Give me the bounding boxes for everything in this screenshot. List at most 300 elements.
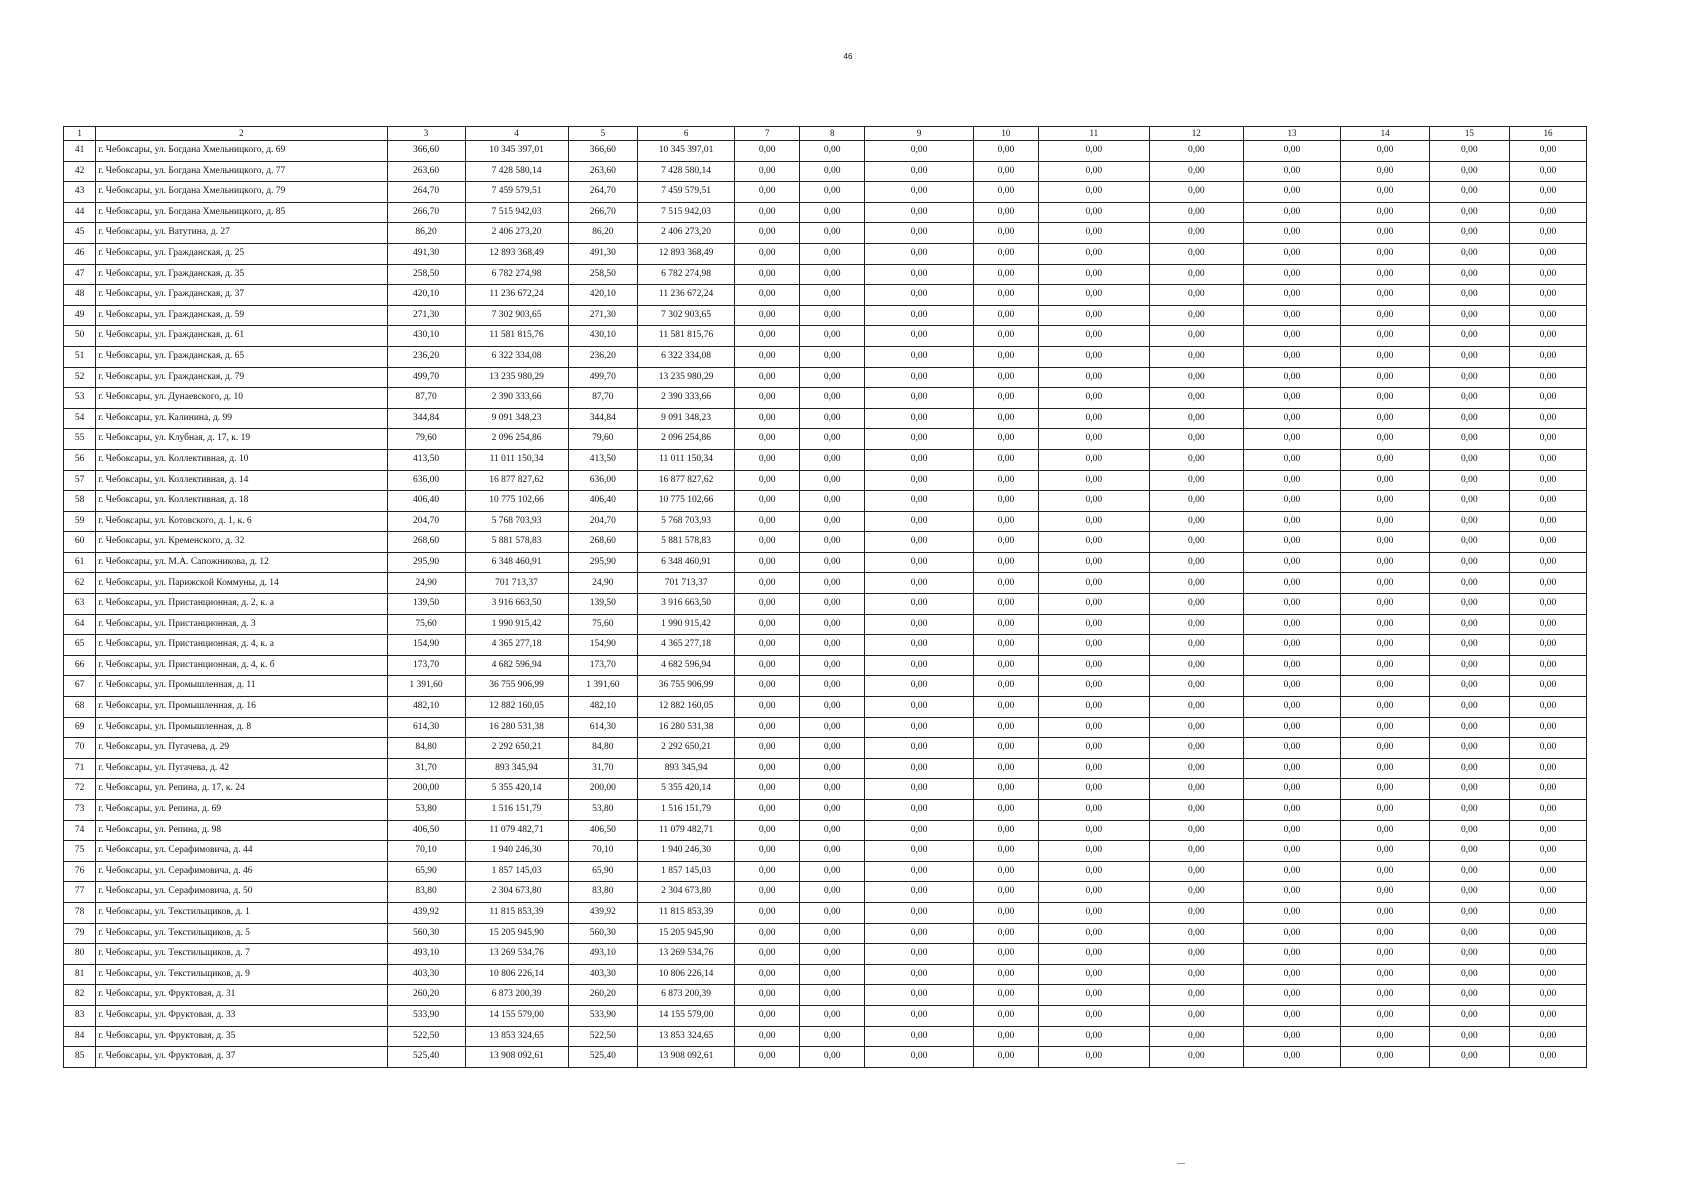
cost-cell: 4 682 596,94 xyxy=(638,655,735,676)
area-cell: 79,60 xyxy=(568,429,638,450)
zero-value-cell: 0,00 xyxy=(974,285,1038,306)
area-cell: 420,10 xyxy=(568,285,638,306)
zero-value-cell: 0,00 xyxy=(864,676,973,697)
row-number-cell: 70 xyxy=(64,738,96,759)
zero-value-cell: 0,00 xyxy=(864,470,973,491)
area-cell: 525,40 xyxy=(568,1047,638,1068)
zero-value-cell: 0,00 xyxy=(1149,985,1243,1006)
row-number-cell: 82 xyxy=(64,985,96,1006)
zero-value-cell: 0,00 xyxy=(864,964,973,985)
zero-value-cell: 0,00 xyxy=(1341,1026,1429,1047)
zero-value-cell: 0,00 xyxy=(1149,779,1243,800)
zero-value-cell: 0,00 xyxy=(864,408,973,429)
zero-value-cell: 0,00 xyxy=(1429,944,1509,965)
zero-value-cell: 0,00 xyxy=(734,346,800,367)
zero-value-cell: 0,00 xyxy=(974,511,1038,532)
zero-value-cell: 0,00 xyxy=(1341,449,1429,470)
zero-value-cell: 0,00 xyxy=(1243,346,1341,367)
zero-value-cell: 0,00 xyxy=(800,532,864,553)
zero-value-cell: 0,00 xyxy=(734,985,800,1006)
row-number-cell: 84 xyxy=(64,1026,96,1047)
zero-value-cell: 0,00 xyxy=(734,552,800,573)
zero-value-cell: 0,00 xyxy=(864,285,973,306)
table-row xyxy=(64,449,1587,470)
cost-cell: 13 908 092,61 xyxy=(638,1047,735,1068)
cost-cell: 7 302 903,65 xyxy=(465,305,568,326)
cost-cell: 13 269 534,76 xyxy=(638,944,735,965)
column-header: 12 xyxy=(1149,127,1243,141)
zero-value-cell: 0,00 xyxy=(800,779,864,800)
zero-value-cell: 0,00 xyxy=(800,902,864,923)
cost-cell: 1 857 145,03 xyxy=(638,861,735,882)
zero-value-cell: 0,00 xyxy=(1149,841,1243,862)
cost-cell: 4 365 277,18 xyxy=(465,635,568,656)
zero-value-cell: 0,00 xyxy=(734,676,800,697)
zero-value-cell: 0,00 xyxy=(1429,408,1509,429)
address-cell: г. Чебоксары, ул. Фруктовая, д. 35 xyxy=(96,1026,387,1047)
area-cell: 87,70 xyxy=(387,388,465,409)
cost-cell: 13 269 534,76 xyxy=(465,944,568,965)
address-cell: г. Чебоксары, ул. Гражданская, д. 61 xyxy=(96,326,387,347)
zero-value-cell: 0,00 xyxy=(1341,964,1429,985)
address-cell: г. Чебоксары, ул. Ватутина, д. 27 xyxy=(96,223,387,244)
column-header: 6 xyxy=(638,127,735,141)
table-row xyxy=(64,655,1587,676)
table-row xyxy=(64,141,1587,162)
area-cell: 65,90 xyxy=(387,861,465,882)
zero-value-cell: 0,00 xyxy=(1429,738,1509,759)
zero-value-cell: 0,00 xyxy=(1243,738,1341,759)
zero-value-cell: 0,00 xyxy=(800,923,864,944)
zero-value-cell: 0,00 xyxy=(1509,800,1586,821)
zero-value-cell: 0,00 xyxy=(1341,923,1429,944)
zero-value-cell: 0,00 xyxy=(864,243,973,264)
zero-value-cell: 0,00 xyxy=(1429,594,1509,615)
cost-cell: 11 236 672,24 xyxy=(638,285,735,306)
cost-cell: 14 155 579,00 xyxy=(465,1005,568,1026)
zero-value-cell: 0,00 xyxy=(974,346,1038,367)
area-cell: 86,20 xyxy=(387,223,465,244)
zero-value-cell: 0,00 xyxy=(1509,326,1586,347)
address-cell: г. Чебоксары, ул. Пугачева, д. 42 xyxy=(96,758,387,779)
zero-value-cell: 0,00 xyxy=(1243,141,1341,162)
address-cell: г. Чебоксары, ул. Пугачева, д. 29 xyxy=(96,738,387,759)
table-row xyxy=(64,470,1587,491)
zero-value-cell: 0,00 xyxy=(1341,161,1429,182)
zero-value-cell: 0,00 xyxy=(734,944,800,965)
zero-value-cell: 0,00 xyxy=(1341,758,1429,779)
zero-value-cell: 0,00 xyxy=(1429,511,1509,532)
zero-value-cell: 0,00 xyxy=(800,141,864,162)
zero-value-cell: 0,00 xyxy=(1429,1047,1509,1068)
zero-value-cell: 0,00 xyxy=(1243,264,1341,285)
zero-value-cell: 0,00 xyxy=(1149,861,1243,882)
area-cell: 154,90 xyxy=(387,635,465,656)
zero-value-cell: 0,00 xyxy=(1509,470,1586,491)
table-row xyxy=(64,264,1587,285)
zero-value-cell: 0,00 xyxy=(1243,985,1341,1006)
zero-value-cell: 0,00 xyxy=(864,841,973,862)
zero-value-cell: 0,00 xyxy=(974,161,1038,182)
zero-value-cell: 0,00 xyxy=(1243,800,1341,821)
zero-value-cell: 0,00 xyxy=(1429,470,1509,491)
zero-value-cell: 0,00 xyxy=(974,1047,1038,1068)
zero-value-cell: 0,00 xyxy=(1341,1005,1429,1026)
zero-value-cell: 0,00 xyxy=(800,676,864,697)
zero-value-cell: 0,00 xyxy=(864,429,973,450)
zero-value-cell: 0,00 xyxy=(1038,758,1149,779)
area-cell: 430,10 xyxy=(387,326,465,347)
cost-cell: 7 302 903,65 xyxy=(638,305,735,326)
zero-value-cell: 0,00 xyxy=(1341,532,1429,553)
table-row xyxy=(64,614,1587,635)
table-row xyxy=(64,346,1587,367)
address-cell: г. Чебоксары, ул. М.А. Сапожникова, д. 12 xyxy=(96,552,387,573)
cost-cell: 11 011 150,34 xyxy=(638,449,735,470)
zero-value-cell: 0,00 xyxy=(1149,717,1243,738)
table-row xyxy=(64,676,1587,697)
cost-cell: 7 515 942,03 xyxy=(638,202,735,223)
zero-value-cell: 0,00 xyxy=(974,779,1038,800)
zero-value-cell: 0,00 xyxy=(734,1026,800,1047)
address-cell: г. Чебоксары, ул. Пристанционная, д. 4, к. б xyxy=(96,655,387,676)
zero-value-cell: 0,00 xyxy=(1509,182,1586,203)
cost-cell: 5 881 578,83 xyxy=(638,532,735,553)
zero-value-cell: 0,00 xyxy=(1429,223,1509,244)
table-row xyxy=(64,717,1587,738)
zero-value-cell: 0,00 xyxy=(974,758,1038,779)
area-cell: 344,84 xyxy=(387,408,465,429)
zero-value-cell: 0,00 xyxy=(734,223,800,244)
zero-value-cell: 0,00 xyxy=(1429,161,1509,182)
zero-value-cell: 0,00 xyxy=(800,697,864,718)
cost-cell: 2 096 254,86 xyxy=(638,429,735,450)
cost-cell: 701 713,37 xyxy=(638,573,735,594)
zero-value-cell: 0,00 xyxy=(734,532,800,553)
zero-value-cell: 0,00 xyxy=(974,964,1038,985)
zero-value-cell: 0,00 xyxy=(1149,552,1243,573)
cost-cell: 6 782 274,98 xyxy=(465,264,568,285)
zero-value-cell: 0,00 xyxy=(734,882,800,903)
zero-value-cell: 0,00 xyxy=(1243,429,1341,450)
zero-value-cell: 0,00 xyxy=(864,491,973,512)
zero-value-cell: 0,00 xyxy=(974,697,1038,718)
table-row xyxy=(64,429,1587,450)
zero-value-cell: 0,00 xyxy=(974,985,1038,1006)
table-row xyxy=(64,326,1587,347)
zero-value-cell: 0,00 xyxy=(1509,779,1586,800)
zero-value-cell: 0,00 xyxy=(974,573,1038,594)
address-cell: г. Чебоксары, ул. Текстильщиков, д. 7 xyxy=(96,944,387,965)
column-header: 9 xyxy=(864,127,973,141)
zero-value-cell: 0,00 xyxy=(864,223,973,244)
zero-value-cell: 0,00 xyxy=(1509,243,1586,264)
zero-value-cell: 0,00 xyxy=(734,964,800,985)
zero-value-cell: 0,00 xyxy=(1149,964,1243,985)
zero-value-cell: 0,00 xyxy=(1341,182,1429,203)
zero-value-cell: 0,00 xyxy=(800,985,864,1006)
zero-value-cell: 0,00 xyxy=(1243,388,1341,409)
zero-value-cell: 0,00 xyxy=(800,1026,864,1047)
area-cell: 522,50 xyxy=(568,1026,638,1047)
zero-value-cell: 0,00 xyxy=(734,243,800,264)
zero-value-cell: 0,00 xyxy=(800,511,864,532)
cost-cell: 3 916 663,50 xyxy=(638,594,735,615)
zero-value-cell: 0,00 xyxy=(1038,779,1149,800)
cost-cell: 1 516 151,79 xyxy=(465,800,568,821)
zero-value-cell: 0,00 xyxy=(800,305,864,326)
zero-value-cell: 0,00 xyxy=(800,388,864,409)
cost-cell: 893 345,94 xyxy=(465,758,568,779)
table-row xyxy=(64,202,1587,223)
area-cell: 200,00 xyxy=(568,779,638,800)
row-number-cell: 78 xyxy=(64,902,96,923)
address-cell: г. Чебоксары, ул. Кременского, д. 32 xyxy=(96,532,387,553)
table-row xyxy=(64,285,1587,306)
zero-value-cell: 0,00 xyxy=(1509,758,1586,779)
page-mark xyxy=(1177,1163,1185,1164)
zero-value-cell: 0,00 xyxy=(1429,429,1509,450)
zero-value-cell: 0,00 xyxy=(800,429,864,450)
zero-value-cell: 0,00 xyxy=(1341,552,1429,573)
area-cell: 295,90 xyxy=(568,552,638,573)
zero-value-cell: 0,00 xyxy=(800,367,864,388)
area-cell: 200,00 xyxy=(387,779,465,800)
row-number-cell: 76 xyxy=(64,861,96,882)
zero-value-cell: 0,00 xyxy=(1149,243,1243,264)
area-cell: 406,40 xyxy=(568,491,638,512)
zero-value-cell: 0,00 xyxy=(1149,202,1243,223)
zero-value-cell: 0,00 xyxy=(1149,182,1243,203)
zero-value-cell: 0,00 xyxy=(1429,491,1509,512)
cost-cell: 11 815 853,39 xyxy=(465,902,568,923)
zero-value-cell: 0,00 xyxy=(1429,1005,1509,1026)
row-number-cell: 75 xyxy=(64,841,96,862)
zero-value-cell: 0,00 xyxy=(734,449,800,470)
zero-value-cell: 0,00 xyxy=(1341,408,1429,429)
zero-value-cell: 0,00 xyxy=(1429,800,1509,821)
zero-value-cell: 0,00 xyxy=(1429,326,1509,347)
zero-value-cell: 0,00 xyxy=(864,182,973,203)
zero-value-cell: 0,00 xyxy=(734,841,800,862)
zero-value-cell: 0,00 xyxy=(864,449,973,470)
zero-value-cell: 0,00 xyxy=(1038,346,1149,367)
zero-value-cell: 0,00 xyxy=(1038,820,1149,841)
zero-value-cell: 0,00 xyxy=(1341,264,1429,285)
address-cell: г. Чебоксары, ул. Пристанционная, д. 4, к. а xyxy=(96,635,387,656)
cost-cell: 9 091 348,23 xyxy=(638,408,735,429)
zero-value-cell: 0,00 xyxy=(1149,408,1243,429)
zero-value-cell: 0,00 xyxy=(1243,964,1341,985)
zero-value-cell: 0,00 xyxy=(800,161,864,182)
area-cell: 493,10 xyxy=(568,944,638,965)
zero-value-cell: 0,00 xyxy=(1243,882,1341,903)
area-cell: 70,10 xyxy=(568,841,638,862)
zero-value-cell: 0,00 xyxy=(1509,161,1586,182)
zero-value-cell: 0,00 xyxy=(974,367,1038,388)
column-header: 5 xyxy=(568,127,638,141)
zero-value-cell: 0,00 xyxy=(864,388,973,409)
zero-value-cell: 0,00 xyxy=(1509,573,1586,594)
zero-value-cell: 0,00 xyxy=(1038,594,1149,615)
area-cell: 406,50 xyxy=(568,820,638,841)
cost-cell: 16 280 531,38 xyxy=(638,717,735,738)
zero-value-cell: 0,00 xyxy=(1341,717,1429,738)
zero-value-cell: 0,00 xyxy=(1429,449,1509,470)
zero-value-cell: 0,00 xyxy=(974,882,1038,903)
area-cell: 403,30 xyxy=(387,964,465,985)
address-cell: г. Чебоксары, ул. Серафимовича, д. 44 xyxy=(96,841,387,862)
zero-value-cell: 0,00 xyxy=(734,717,800,738)
zero-value-cell: 0,00 xyxy=(974,388,1038,409)
zero-value-cell: 0,00 xyxy=(1341,779,1429,800)
zero-value-cell: 0,00 xyxy=(1243,511,1341,532)
zero-value-cell: 0,00 xyxy=(1149,676,1243,697)
zero-value-cell: 0,00 xyxy=(864,985,973,1006)
row-number-cell: 51 xyxy=(64,346,96,367)
zero-value-cell: 0,00 xyxy=(734,800,800,821)
zero-value-cell: 0,00 xyxy=(1038,614,1149,635)
area-cell: 83,80 xyxy=(568,882,638,903)
area-cell: 24,90 xyxy=(568,573,638,594)
address-cell: г. Чебоксары, ул. Текстильщиков, д. 1 xyxy=(96,902,387,923)
address-cell: г. Чебоксары, ул. Гражданская, д. 35 xyxy=(96,264,387,285)
column-header: 13 xyxy=(1243,127,1341,141)
address-cell: г. Чебоксары, ул. Пристанционная, д. 3 xyxy=(96,614,387,635)
zero-value-cell: 0,00 xyxy=(974,841,1038,862)
area-cell: 65,90 xyxy=(568,861,638,882)
cost-cell: 701 713,37 xyxy=(465,573,568,594)
zero-value-cell: 0,00 xyxy=(864,923,973,944)
cost-cell: 11 079 482,71 xyxy=(638,820,735,841)
address-cell: г. Чебоксары, ул. Фруктовая, д. 31 xyxy=(96,985,387,1006)
zero-value-cell: 0,00 xyxy=(1038,367,1149,388)
cost-cell: 6 873 200,39 xyxy=(638,985,735,1006)
area-cell: 406,50 xyxy=(387,820,465,841)
zero-value-cell: 0,00 xyxy=(1038,532,1149,553)
zero-value-cell: 0,00 xyxy=(864,800,973,821)
zero-value-cell: 0,00 xyxy=(1038,655,1149,676)
zero-value-cell: 0,00 xyxy=(1341,141,1429,162)
row-number-cell: 46 xyxy=(64,243,96,264)
address-cell: г. Чебоксары, ул. Промышленная, д. 16 xyxy=(96,697,387,718)
cost-cell: 2 292 650,21 xyxy=(465,738,568,759)
cost-cell: 11 581 815,76 xyxy=(465,326,568,347)
zero-value-cell: 0,00 xyxy=(1341,841,1429,862)
zero-value-cell: 0,00 xyxy=(1038,964,1149,985)
zero-value-cell: 0,00 xyxy=(974,408,1038,429)
area-cell: 403,30 xyxy=(568,964,638,985)
zero-value-cell: 0,00 xyxy=(734,264,800,285)
zero-value-cell: 0,00 xyxy=(734,635,800,656)
area-cell: 366,60 xyxy=(387,141,465,162)
zero-value-cell: 0,00 xyxy=(800,1047,864,1068)
zero-value-cell: 0,00 xyxy=(1038,1047,1149,1068)
zero-value-cell: 0,00 xyxy=(1341,800,1429,821)
row-number-cell: 54 xyxy=(64,408,96,429)
area-cell: 614,30 xyxy=(387,717,465,738)
area-cell: 491,30 xyxy=(387,243,465,264)
zero-value-cell: 0,00 xyxy=(1341,676,1429,697)
zero-value-cell: 0,00 xyxy=(1509,346,1586,367)
zero-value-cell: 0,00 xyxy=(1038,285,1149,306)
cost-cell: 5 355 420,14 xyxy=(638,779,735,800)
zero-value-cell: 0,00 xyxy=(864,264,973,285)
zero-value-cell: 0,00 xyxy=(734,285,800,306)
zero-value-cell: 0,00 xyxy=(1149,635,1243,656)
address-cell: г. Чебоксары, ул. Коллективная, д. 18 xyxy=(96,491,387,512)
area-cell: 439,92 xyxy=(387,902,465,923)
area-cell: 264,70 xyxy=(568,182,638,203)
zero-value-cell: 0,00 xyxy=(800,491,864,512)
cost-cell: 9 091 348,23 xyxy=(465,408,568,429)
cost-cell: 11 011 150,34 xyxy=(465,449,568,470)
area-cell: 420,10 xyxy=(387,285,465,306)
zero-value-cell: 0,00 xyxy=(1149,161,1243,182)
row-number-cell: 69 xyxy=(64,717,96,738)
zero-value-cell: 0,00 xyxy=(974,635,1038,656)
zero-value-cell: 0,00 xyxy=(1509,820,1586,841)
zero-value-cell: 0,00 xyxy=(1149,305,1243,326)
zero-value-cell: 0,00 xyxy=(974,820,1038,841)
zero-value-cell: 0,00 xyxy=(1509,532,1586,553)
zero-value-cell: 0,00 xyxy=(734,861,800,882)
cost-cell: 1 516 151,79 xyxy=(638,800,735,821)
zero-value-cell: 0,00 xyxy=(1038,841,1149,862)
row-number-cell: 52 xyxy=(64,367,96,388)
zero-value-cell: 0,00 xyxy=(1341,305,1429,326)
table-row xyxy=(64,944,1587,965)
area-cell: 491,30 xyxy=(568,243,638,264)
zero-value-cell: 0,00 xyxy=(734,408,800,429)
cost-cell: 14 155 579,00 xyxy=(638,1005,735,1026)
cost-cell: 11 236 672,24 xyxy=(465,285,568,306)
row-number-cell: 85 xyxy=(64,1047,96,1068)
zero-value-cell: 0,00 xyxy=(1429,614,1509,635)
table-row xyxy=(64,923,1587,944)
zero-value-cell: 0,00 xyxy=(974,594,1038,615)
area-cell: 83,80 xyxy=(387,882,465,903)
zero-value-cell: 0,00 xyxy=(1243,635,1341,656)
zero-value-cell: 0,00 xyxy=(864,1047,973,1068)
zero-value-cell: 0,00 xyxy=(1429,985,1509,1006)
cost-cell: 13 235 980,29 xyxy=(638,367,735,388)
zero-value-cell: 0,00 xyxy=(1341,1047,1429,1068)
zero-value-cell: 0,00 xyxy=(800,182,864,203)
zero-value-cell: 0,00 xyxy=(1149,223,1243,244)
zero-value-cell: 0,00 xyxy=(1149,758,1243,779)
zero-value-cell: 0,00 xyxy=(1341,635,1429,656)
area-cell: 344,84 xyxy=(568,408,638,429)
zero-value-cell: 0,00 xyxy=(800,1005,864,1026)
zero-value-cell: 0,00 xyxy=(974,243,1038,264)
address-cell: г. Чебоксары, ул. Богдана Хмельницкого, д. 79 xyxy=(96,182,387,203)
cost-cell: 12 893 368,49 xyxy=(465,243,568,264)
zero-value-cell: 0,00 xyxy=(1341,470,1429,491)
area-cell: 525,40 xyxy=(387,1047,465,1068)
zero-value-cell: 0,00 xyxy=(1149,346,1243,367)
address-cell: г. Чебоксары, ул. Богдана Хмельницкого, д. 69 xyxy=(96,141,387,162)
zero-value-cell: 0,00 xyxy=(734,902,800,923)
area-cell: 560,30 xyxy=(568,923,638,944)
address-cell: г. Чебоксары, ул. Гражданская, д. 37 xyxy=(96,285,387,306)
table-row xyxy=(64,367,1587,388)
zero-value-cell: 0,00 xyxy=(1243,1005,1341,1026)
table-body xyxy=(64,141,1587,1068)
cost-cell: 36 755 906,99 xyxy=(638,676,735,697)
zero-value-cell: 0,00 xyxy=(1149,532,1243,553)
zero-value-cell: 0,00 xyxy=(1429,552,1509,573)
